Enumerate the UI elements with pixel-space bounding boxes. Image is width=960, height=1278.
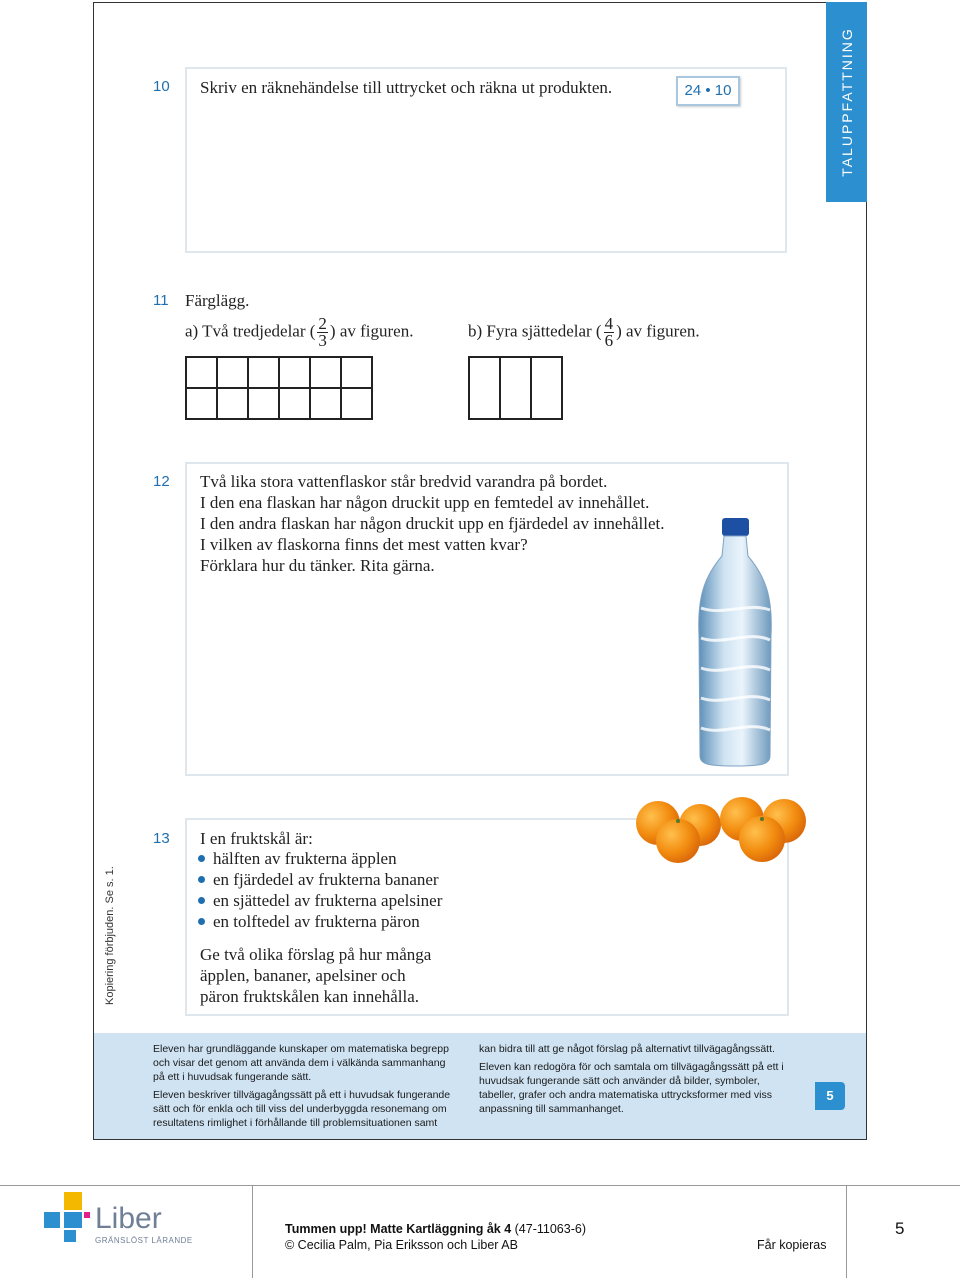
copy-notice: Kopiering förbjuden. Se s. 1. xyxy=(104,866,116,1005)
grid-b[interactable] xyxy=(468,356,563,420)
page-number: 5 xyxy=(895,1219,905,1238)
grid-a[interactable] xyxy=(185,356,373,420)
liber-logo-text: Liber xyxy=(95,1202,162,1235)
grid-a-cell[interactable] xyxy=(248,388,279,419)
grid-a-cell[interactable] xyxy=(310,357,341,388)
question-11b-text: b) Fyra sjättedelar ( $\frac{4}{6}$ ) av figuren. xyxy=(468,314,700,350)
fraction-two-thirds: $\frac{2}{3}$ xyxy=(318,314,327,350)
fruit-list xyxy=(198,848,442,932)
question-13-text: Ge två olika förslag på hur många äpplen, bananer, apelsiner och päron fruktskålen kan innehålla. xyxy=(200,945,432,1006)
grid-b-cell[interactable] xyxy=(469,357,500,419)
grid-a-cell[interactable] xyxy=(279,357,310,388)
liber-logo-subtitle: GRÄNSLÖST LÄRANDE xyxy=(95,1236,193,1245)
list-item: en sjättedel av frukterna apelsiner xyxy=(198,890,442,911)
footer-divider-left xyxy=(252,1185,253,1278)
question-12-text: Två lika stora vattenflaskor står bredvid varandra på bordet. I den ena flaskan har någon druckit upp en femtedel av innehållet. I den andra flaskan har någon druckit upp en fjärdedel av innehållet. I vilken av flaskorna finns det mest vatten kvar? Förklara hur du tänker. Rita gärna. xyxy=(200,472,665,575)
grid-a-cell[interactable] xyxy=(341,357,372,388)
section-tab: TALUPPFATTNING xyxy=(826,2,867,202)
grid-a-cell[interactable] xyxy=(248,357,279,388)
liber-logo-icon xyxy=(44,1192,90,1244)
learning-goals-panel xyxy=(94,1033,866,1139)
question-12-number: 12 xyxy=(153,473,170,490)
grid-b-cell[interactable] xyxy=(500,357,531,419)
question-11a-text: a) Två tredjedelar ( $\frac{2}{3}$ ) av figuren. xyxy=(185,314,414,350)
grid-a-cell[interactable] xyxy=(217,388,248,419)
question-11-title: Färglägg. xyxy=(185,291,250,310)
license-text: Får kopieras xyxy=(757,1238,827,1252)
footer-divider xyxy=(0,1185,960,1186)
question-11-number: 11 xyxy=(153,292,169,309)
footer-divider-right xyxy=(846,1185,847,1278)
question-10-number: 10 xyxy=(153,78,170,95)
list-item: en tolftedel av frukterna päron xyxy=(198,911,442,932)
grid-a-cell[interactable] xyxy=(186,388,217,419)
grade-badge: 5 xyxy=(815,1082,845,1110)
grid-a-cell[interactable] xyxy=(279,388,310,419)
water-bottle-image xyxy=(693,516,777,768)
grid-a-cell[interactable] xyxy=(341,388,372,419)
grid-a-cell[interactable] xyxy=(217,357,248,388)
goals-column-1: Eleven har grundläggande kunskaper om matematiska begrepp och visar det genom att använda dem i välkända sammanhang på ett i huvudsak fungerande sätt. Eleven beskriver tillvägagångssätt på ett i huvudsak fungerande sätt och för enkla och till viss del underbyggda resonemang om resultatens rimlighet i förhållande till problemsituationen samt xyxy=(153,1043,451,1129)
grid-b-cell[interactable] xyxy=(531,357,562,419)
copyright: © Cecilia Palm, Pia Eriksson och Liber AB xyxy=(285,1238,518,1252)
list-item: en fjärdedel av frukterna bananer xyxy=(198,869,442,890)
fraction-four-sixths: $\frac{4}{6}$ xyxy=(604,314,614,350)
grid-a-cell[interactable] xyxy=(186,357,217,388)
goals-column-2: kan bidra till att ge något förslag på alternativt tillvägagångssätt. Eleven kan redogöra för och samtala om tillvägagångssätt på ett i huvudsak fungerande sätt och använder då bilder, symboler, tabeller, grafer och andra matematiska uttrycksformer med viss anpassning till sammanhanget. xyxy=(479,1043,784,1115)
question-13-number: 13 xyxy=(153,830,170,847)
question-10-text: Skriv en räknehändelse till uttrycket och räkna ut produkten. xyxy=(200,78,613,97)
grid-a-cell[interactable] xyxy=(310,388,341,419)
expression-box: 24 • 10 xyxy=(676,76,740,106)
list-item: hälften av frukterna äpplen xyxy=(198,848,442,869)
oranges-image xyxy=(634,795,810,867)
question-13-intro: I en fruktskål är: xyxy=(200,829,313,848)
book-title: Tummen upp! Matte Kartläggning åk 4 (47-11063-6) xyxy=(285,1222,586,1236)
